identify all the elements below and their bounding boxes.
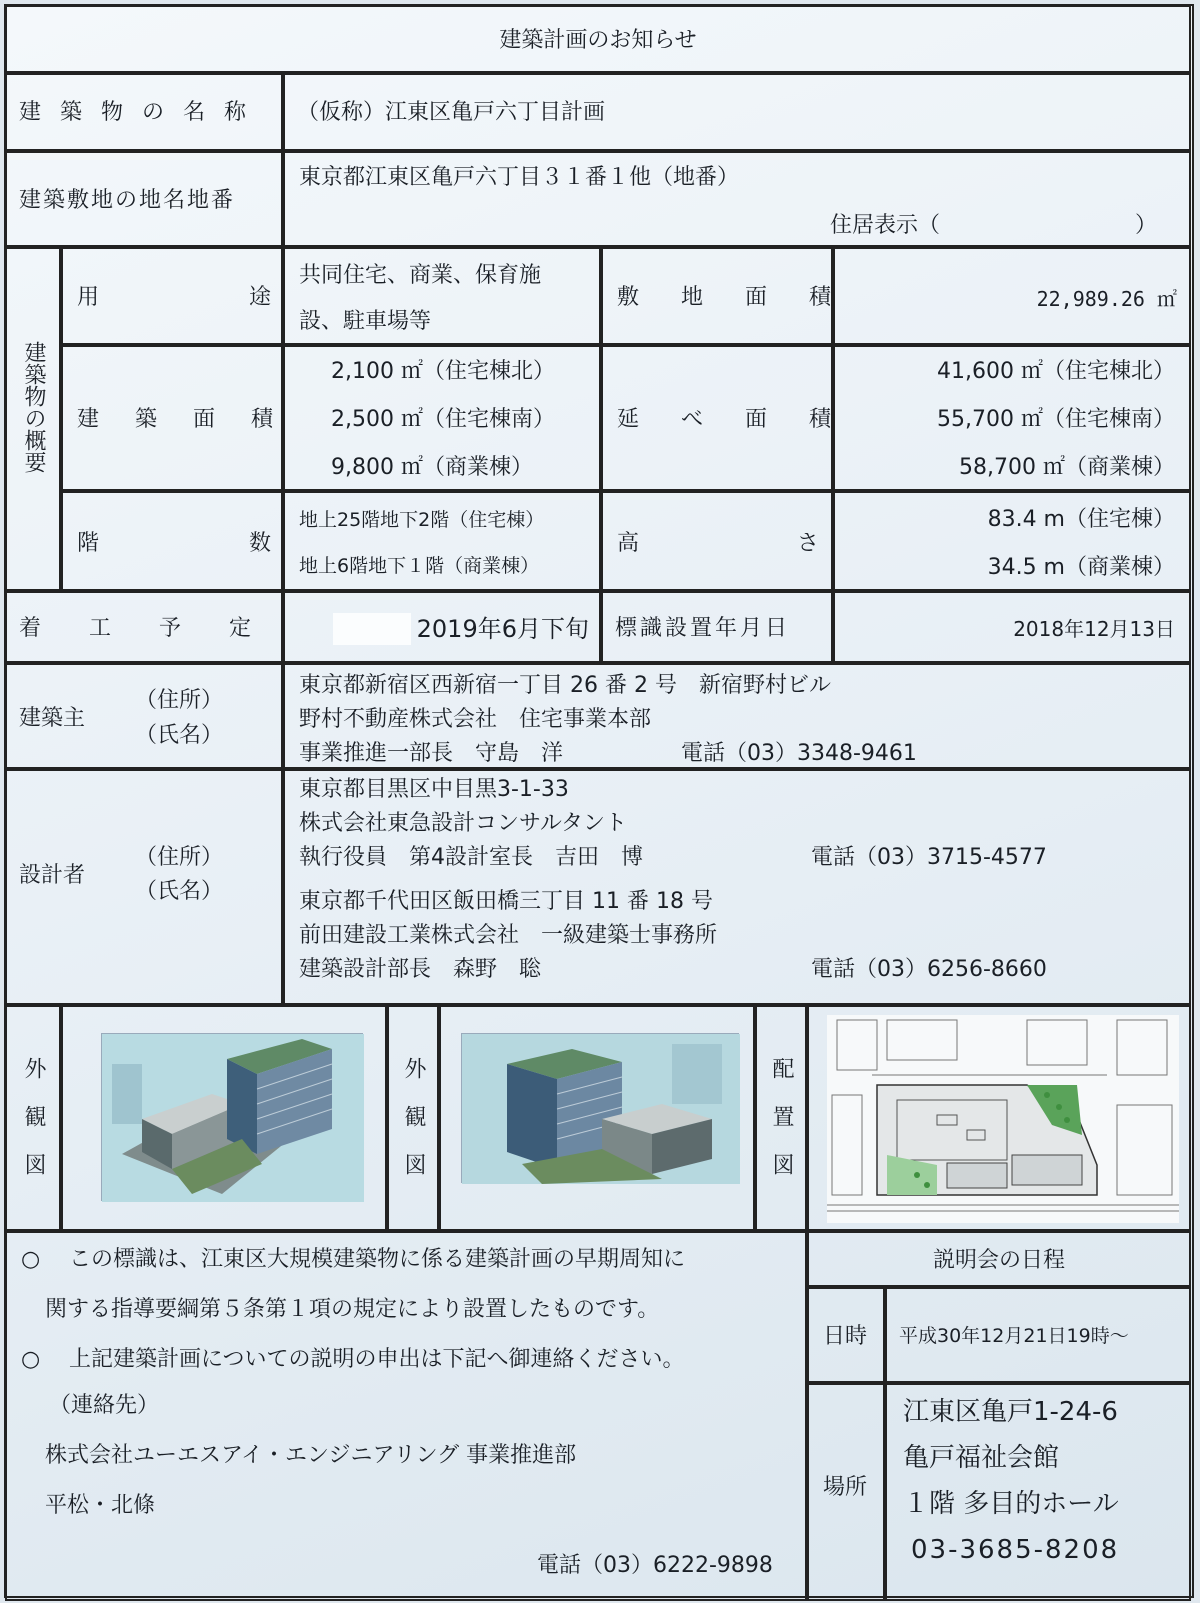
- place-label-cell: [807, 1383, 885, 1601]
- residence-label: 住居表示（: [830, 213, 941, 238]
- building-name-value-cell: [283, 73, 1191, 151]
- contact-persons: 平松・北條: [45, 1493, 156, 1518]
- building-rendering-2-icon: [462, 1034, 740, 1184]
- site-area-value-cell: [833, 247, 1191, 345]
- designer-phone-2: 電話（03）6256-8660: [811, 957, 1047, 982]
- place-value-cell: [885, 1383, 1191, 1601]
- sign-date-label: 標識設置年月日: [615, 616, 791, 641]
- sign-date-value-cell: [833, 591, 1191, 663]
- designer-line: 株式会社東急設計コンサルタント: [299, 811, 628, 836]
- meeting-title: 説明会の日程: [932, 1248, 1065, 1273]
- exterior2-label-cell: [387, 1005, 439, 1231]
- owner-line: 東京都新宿区西新宿一丁目 26 番 2 号 新宿野村ビル: [299, 673, 831, 698]
- notes-line-3: 上記建築計画についての説明の申出は下記へ御連絡ください。: [69, 1347, 685, 1372]
- building-area-value-cell: [283, 345, 601, 491]
- place-line: １階 多目的ホール: [903, 1489, 1119, 1519]
- exterior-rendering-1: [101, 1033, 363, 1201]
- layout-label: 配置図: [769, 1057, 794, 1201]
- contact-phone: 電話（03）6222-9898: [537, 1553, 773, 1578]
- page-title: 建築計画のお知らせ: [499, 28, 697, 53]
- title-cell: [5, 5, 1191, 73]
- place-line: 江東区亀戸1-24-6: [903, 1397, 1118, 1427]
- exterior1-image-cell: [61, 1005, 387, 1231]
- notes-cell: [5, 1231, 807, 1601]
- owner-label-cell: [5, 663, 283, 769]
- start-label: 着工予定: [19, 616, 300, 641]
- site-label-cell: [5, 151, 283, 247]
- designer-label: 設計者: [19, 863, 86, 888]
- use-label-a: 用: [77, 285, 100, 310]
- designer-name-label: （氏名）: [135, 879, 224, 904]
- designer-addr-label: （住所）: [135, 845, 224, 870]
- notes-line-2: 関する指導要綱第５条第１項の規定により設置したものです。: [45, 1297, 660, 1322]
- exterior1-label: 外観図: [21, 1057, 46, 1201]
- site-area-value: 22,989.26 ㎡: [1036, 287, 1177, 311]
- contact-company: 株式会社ユーエスアイ・エンジニアリング 事業推進部: [45, 1443, 577, 1468]
- place-line: 03-3685-8208: [911, 1535, 1120, 1565]
- floors-label-cell: [61, 491, 283, 591]
- site-area-label-cell: [601, 247, 874, 345]
- bullet-icon: ○: [21, 1347, 41, 1372]
- notice-sheet: [4, 4, 1194, 1598]
- start-value-cell: [283, 591, 601, 663]
- exterior-rendering-2: [461, 1033, 739, 1183]
- designer-value-cell: [283, 769, 1191, 1005]
- site-plan: [827, 1015, 1179, 1223]
- datetime-value-cell: [885, 1287, 1191, 1383]
- designer-label-cell: [5, 769, 283, 1005]
- site-value-cell: [283, 151, 1191, 247]
- floor-area-line: 58,700 ㎡（商業棟）: [959, 455, 1175, 480]
- sign-date-value: 2018年12月13日: [1013, 617, 1175, 641]
- overview-label: 建築物の概要: [21, 341, 46, 473]
- owner-line: 野村不動産株式会社 住宅事業本部: [299, 707, 652, 732]
- building-area-line: 9,800 ㎡（商業棟）: [331, 455, 533, 480]
- height-line: 83.4 m（住宅棟）: [987, 507, 1175, 532]
- exterior1-label-cell: [5, 1005, 61, 1231]
- height-label-cell: [601, 491, 833, 591]
- designer-line: 東京都目黒区中目黒3-1-33: [299, 777, 569, 802]
- white-patch: [333, 613, 411, 645]
- designer-line: 前田建設工業株式会社 一級建築士事務所: [299, 923, 718, 948]
- height-line: 34.5 m（商業棟）: [987, 555, 1175, 580]
- owner-line: 事業推進一部長 守島 洋: [299, 741, 564, 766]
- designer-line: 建築設計部長 森野 聡: [299, 957, 542, 982]
- use-value-line1: 共同住宅、商業、保育施: [299, 263, 542, 288]
- use-label-cell: [61, 247, 283, 345]
- overview-label-cell: [5, 247, 61, 591]
- building-area-line: 2,100 ㎡（住宅棟北）: [331, 359, 555, 384]
- building-name-label: 建築物の名称: [19, 100, 266, 125]
- height-value-cell: [833, 491, 1191, 591]
- owner-addr-label: （住所）: [135, 688, 224, 713]
- site-area-label: 敷地面積: [617, 285, 874, 310]
- owner-phone: 電話（03）3348-9461: [681, 741, 917, 766]
- building-area-label-cell: [61, 345, 310, 491]
- datetime-value: 平成30年12月21日19時～: [899, 1325, 1129, 1347]
- exterior2-image-cell: [439, 1005, 755, 1231]
- floors-label-a: 階: [77, 531, 100, 556]
- place-label: 場所: [823, 1475, 868, 1500]
- floors-label-b: 数: [249, 531, 272, 556]
- layout-label-cell: [755, 1005, 807, 1231]
- owner-value-cell: [283, 663, 1191, 769]
- floor-area-label-cell: [601, 345, 874, 491]
- site-value: 東京都江東区亀戸六丁目３１番１他（地番）: [299, 165, 740, 190]
- datetime-label: 日時: [823, 1324, 868, 1349]
- contact-label: （連絡先）: [49, 1393, 160, 1418]
- start-value: 2019年6月下旬: [416, 615, 589, 643]
- floors-value-cell: [283, 491, 601, 591]
- building-rendering-1-icon: [102, 1034, 364, 1202]
- floors-line: 地上25階地下2階（住宅棟）: [299, 509, 545, 531]
- owner-label: 建築主: [19, 706, 86, 731]
- floor-area-label: 延べ面積: [617, 407, 874, 432]
- exterior2-label: 外観図: [401, 1057, 426, 1201]
- meeting-title-cell: [807, 1231, 1191, 1287]
- building-name-label-cell: [5, 73, 283, 151]
- height-label-b: さ: [797, 531, 820, 556]
- site-label: 建築敷地の地名地番: [19, 188, 236, 213]
- building-area-line: 2,500 ㎡（住宅棟南）: [331, 407, 555, 432]
- designer-line: 執行役員 第4設計室長 吉田 博: [299, 845, 643, 870]
- floor-area-line: 55,700 ㎡（住宅棟南）: [937, 407, 1175, 432]
- start-label-cell: [5, 591, 300, 663]
- sign-date-label-cell: [601, 591, 833, 663]
- use-value-line2: 設、駐車場等: [299, 309, 432, 334]
- bullet-icon: ○: [21, 1247, 41, 1272]
- floor-area-value-cell: [833, 345, 1191, 491]
- building-name-value: （仮称）江東区亀戸六丁目計画: [297, 100, 606, 125]
- use-label-b: 途: [249, 285, 272, 310]
- designer-line: 東京都千代田区飯田橋三丁目 11 番 18 号: [299, 889, 713, 914]
- place-line: 亀戸福祉会館: [903, 1443, 1060, 1473]
- notes-line-1: この標識は、江東区大規模建築物に係る建築計画の早期周知に: [69, 1247, 686, 1272]
- layout-image-cell: [807, 1005, 1191, 1231]
- datetime-label-cell: [807, 1287, 885, 1383]
- floor-area-line: 41,600 ㎡（住宅棟北）: [937, 359, 1175, 384]
- owner-name-label: （氏名）: [135, 723, 224, 748]
- height-label-a: 高: [617, 531, 640, 556]
- site-plan-map-icon: [827, 1015, 1179, 1223]
- residence-close: ）: [1135, 213, 1158, 238]
- designer-phone-1: 電話（03）3715-4577: [811, 845, 1047, 870]
- floors-line: 地上6階地下１階（商業棟）: [299, 555, 540, 577]
- use-value-cell: [283, 247, 601, 345]
- building-area-label: 建築面積: [77, 407, 310, 432]
